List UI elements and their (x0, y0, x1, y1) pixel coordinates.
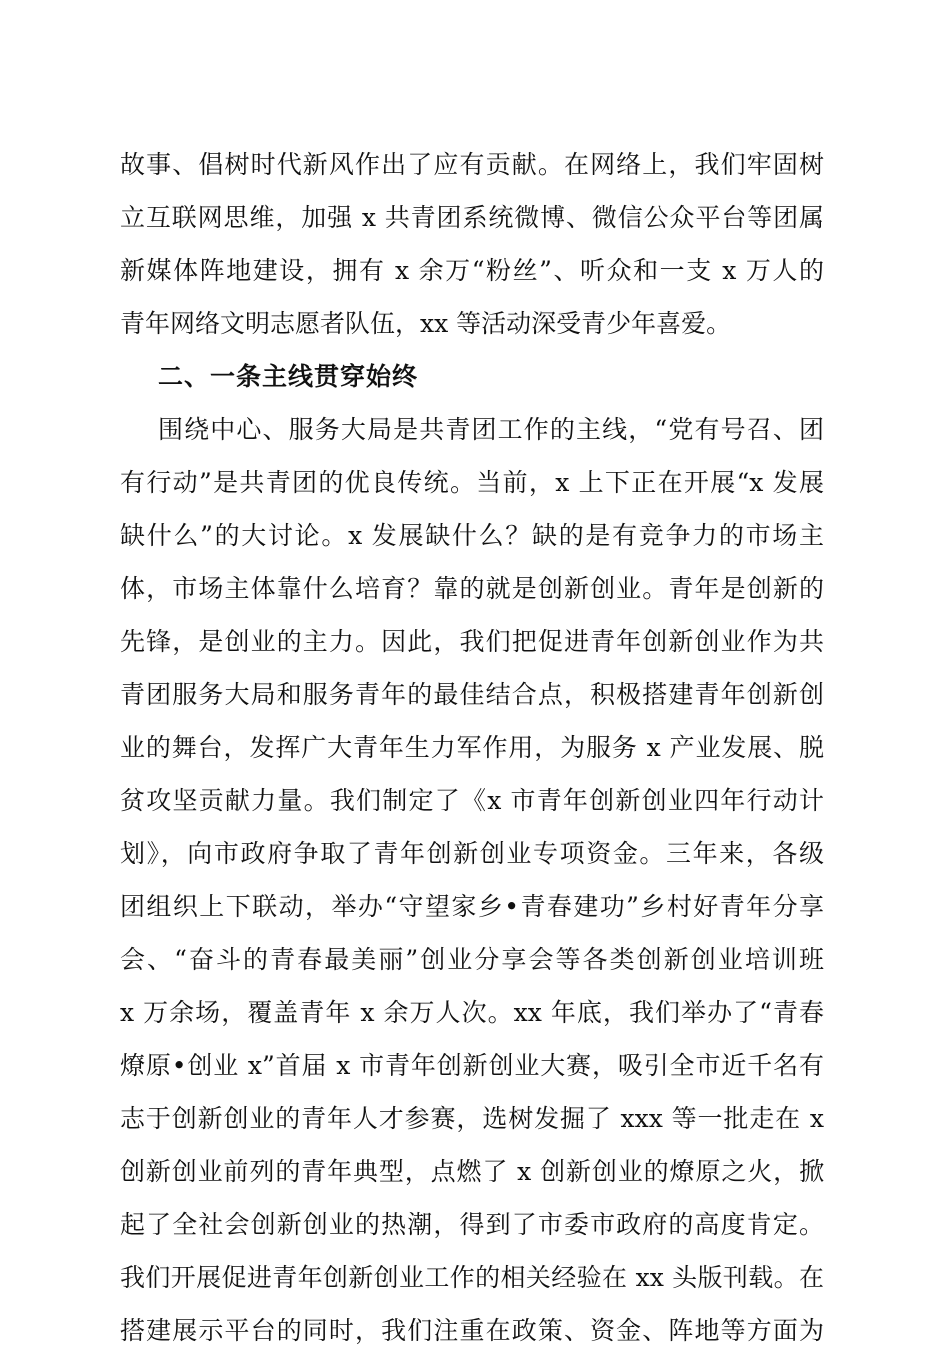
paragraph-line: 团组织上下联动，举办“守望家乡•青春建功”乡村好青年分享 (120, 892, 824, 921)
paragraph-line: 我们开展促进青年创新创业工作的相关经验在 xx 头版刊载。在 (120, 1263, 824, 1292)
paragraph-line: 划》，向市政府争取了青年创新创业专项资金。三年来，各级 (120, 839, 824, 868)
paragraph-line: 青年网络文明志愿者队伍，xx 等活动深受青少年喜爱。 (120, 309, 732, 338)
paragraph-line: 搭建展示平台的同时，我们注重在政策、资金、阵地等方面为 (120, 1316, 824, 1345)
paragraph-line: 立互联网思维，加强 x 共青团系统微博、微信公众平台等团属 (120, 203, 824, 232)
paragraph-line: 燎原•创业 x”首届 x 市青年创新创业大赛，吸引全市近千名有 (120, 1051, 824, 1080)
paragraph-line: 故事、倡树时代新风作出了应有贡献。在网络上，我们牢固树 (120, 150, 824, 179)
section-heading: 二、一条主线贯穿始终 (158, 362, 419, 391)
paragraph-line: 青团服务大局和服务青年的最佳结合点，积极搭建青年创新创 (120, 680, 824, 709)
paragraph-line: 志于创新创业的青年人才参赛，选树发掘了 xxx 等一批走在 x (120, 1104, 824, 1133)
paragraph-line: 体，市场主体靠什么培育？靠的就是创新创业。青年是创新的 (120, 574, 824, 603)
paragraph-line: 缺什么”的大讨论。x 发展缺什么？缺的是有竞争力的市场主 (120, 521, 824, 550)
paragraph-line: 先锋，是创业的主力。因此，我们把促进青年创新创业作为共 (120, 627, 824, 656)
paragraph-line: 会、“奋斗的青春最美丽”创业分享会等各类创新创业培训班 (120, 945, 824, 974)
paragraph-line: 创新创业前列的青年典型，点燃了 x 创新创业的燎原之火，掀 (120, 1157, 824, 1186)
paragraph-line: 有行动”是共青团的优良传统。当前，x 上下正在开展“x 发展 (120, 468, 824, 497)
paragraph-line: x 万余场，覆盖青年 x 余万人次。xx 年底，我们举办了“青春 (120, 998, 824, 1027)
paragraph-line: 贫攻坚贡献力量。我们制定了《x 市青年创新创业四年行动计 (120, 786, 824, 815)
paragraph-line: 围绕中心、服务大局是共青团工作的主线，“党有号召、团 (158, 415, 824, 444)
paragraph-line: 起了全社会创新创业的热潮，得到了市委市政府的高度肯定。 (120, 1210, 824, 1239)
paragraph-line: 新媒体阵地建设，拥有 x 余万“粉丝”、听众和一支 x 万人的 (120, 256, 824, 285)
document-body (120, 138, 824, 1357)
paragraph-line: 业的舞台，发挥广大青年生力军作用，为服务 x 产业发展、脱 (120, 733, 824, 762)
